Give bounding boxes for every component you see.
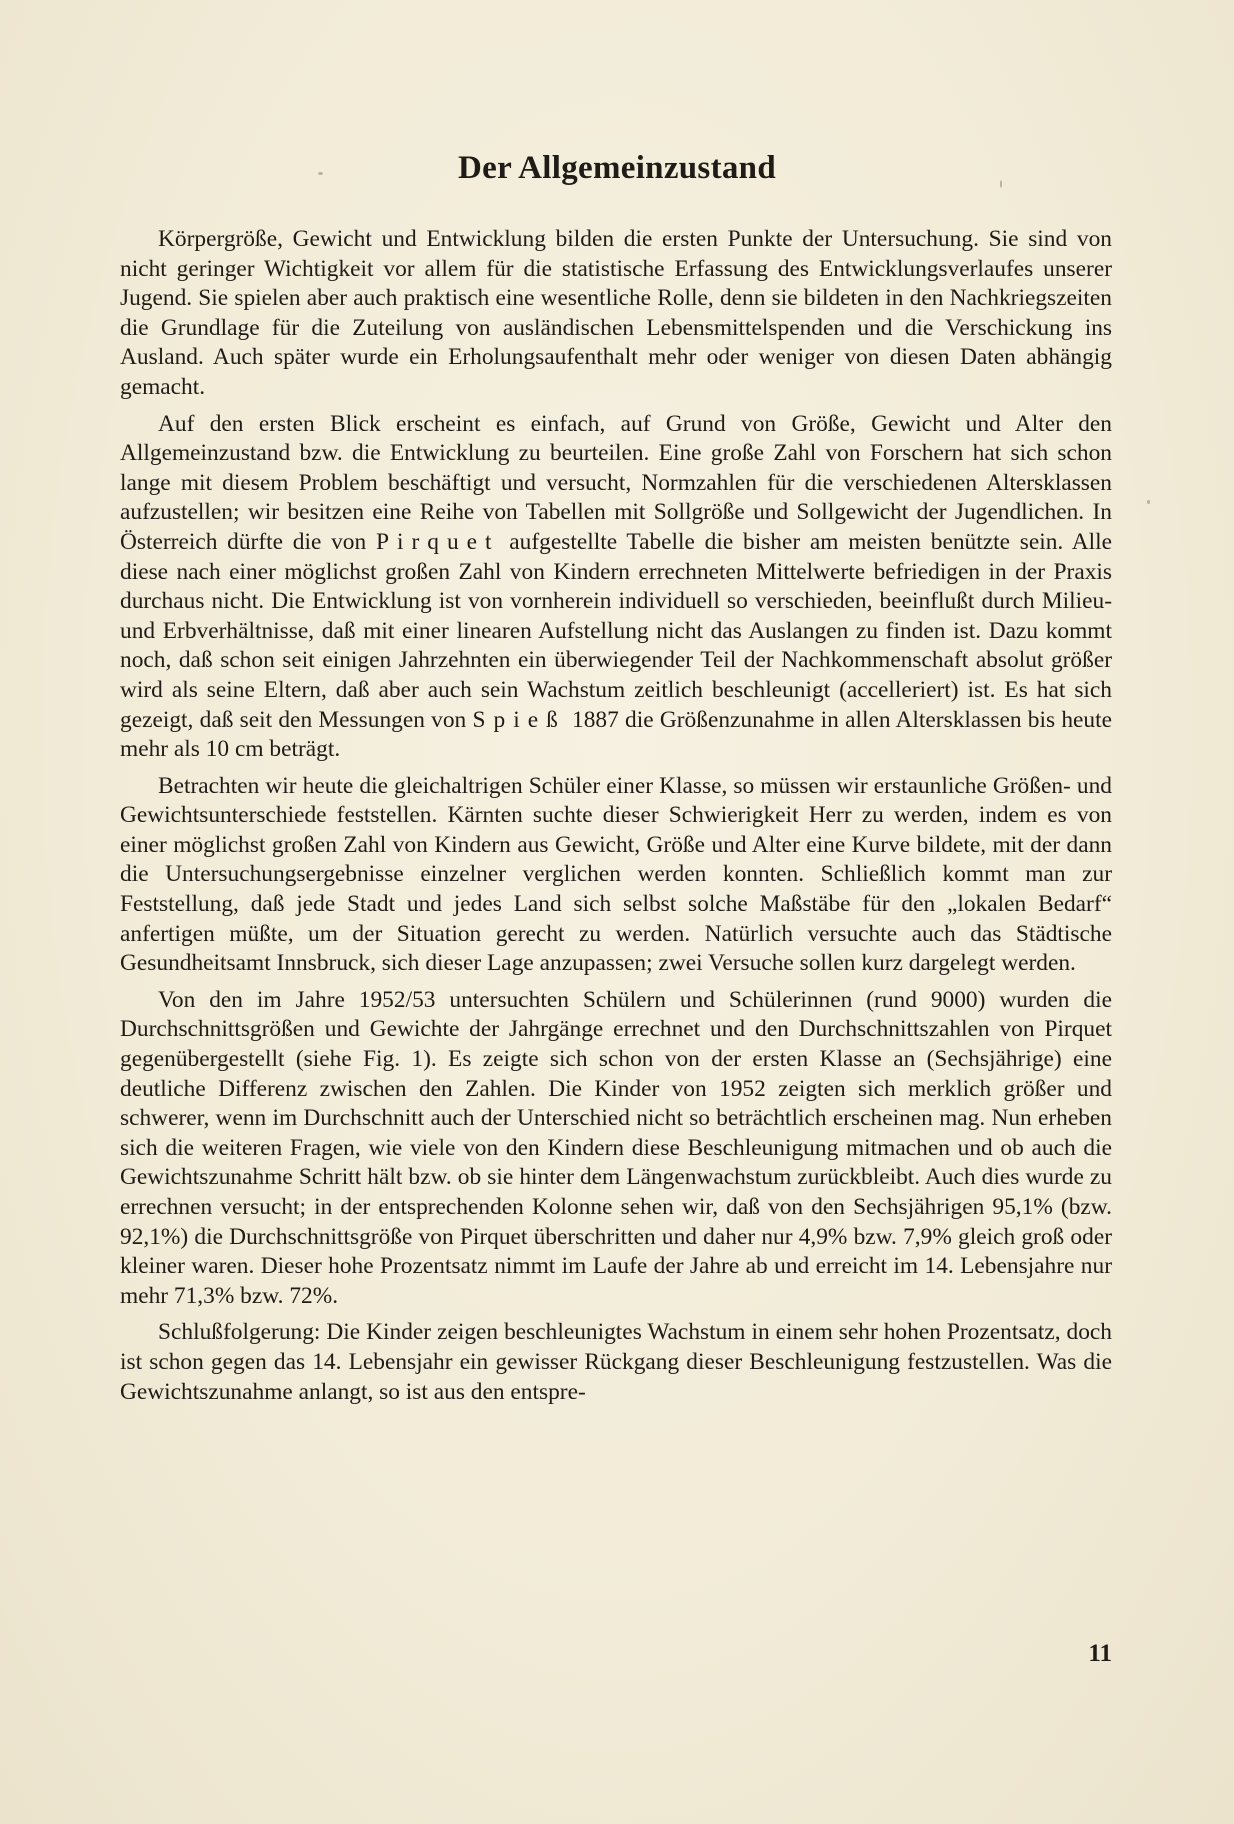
paragraph-2-text-b: aufgestellte Tabelle die bisher am meisten benützte sein. Alle diese nach einer möglichst großen Zahl von Kindern errechneten Mittelwerte befriedigen in der Praxis durchaus nicht. Die Entwicklung ist von vornherein individuell so verschieden, beeinflußt durch Milieu- und Erbverhältnisse, daß mit einer linearen Aufstellung nicht das Auslangen zu finden ist. Dazu kommt noch, daß schon seit einigen Jahrzehnten ein überwiegender Teil der Nachkommenschaft absolut größer wird als seine Eltern, daß aber auch sein Wachstum zeitlich beschleunigt (accelleriert) ist. Es hat sich gezeigt, daß seit den Messungen von: [120, 528, 1112, 733]
paragraph-2-text-c: 1887 die Größenzunahme in allen Altersklassen bis heute mehr als 10 cm beträgt.: [120, 706, 1112, 763]
author-name-pirquet: Pirquet: [375, 528, 500, 555]
paragraph-5: Schlußfolgerung: Die Kinder zeigen beschleunigtes Wachstum in einem sehr hohen Prozentsatz, doch ist schon gegen das 14. Lebensjahr ein gewisser Rückgang dieser Beschleunigung festzustellen. Was die Gewichtszunahme anlangt, so ist aus den entspre-: [120, 1319, 1112, 1405]
paragraph-1: Körpergröße, Gewicht und Entwicklung bilden die ersten Punkte der Untersuchung. Sie sind von nicht geringer Wichtigkeit vor allem für die statistische Erfassung des Entwicklungsverlaufes unserer Jugend. Sie spielen aber auch praktisch eine wesentliche Rolle, denn sie bildeten in den Nachkriegszeiten die Grundlage für die Zuteilung von ausländischen Lebensmittelspenden und die Verschickung ins Ausland. Auch später wurde ein Erholungsaufenthalt mehr oder weniger von diesen Daten abhängig gemacht.: [120, 226, 1112, 400]
paragraph-2: [120, 410, 1112, 765]
paragraph-2-text-a: Auf den ersten Blick erscheint es einfach, auf Grund von Größe, Gewicht und Alter den Allgemeinzustand bzw. die Entwicklung zu beurteilen. Eine große Zahl von Forschern hat sich schon lange mit diesem Problem beschäftigt und versucht, Normzahlen für die verschiedenen Altersklassen aufzustellen; wir besitzen eine Reihe von Tabellen mit Sollgröße und Sollgewicht der Jugendlichen. In Österreich dürfte die von: [120, 410, 1112, 555]
print-speck: [1147, 500, 1150, 504]
paragraph-3: Betrachten wir heute die gleichaltrigen Schüler einer Klasse, so müssen wir erstaunliche Größen- und Gewichtsunterschiede feststellen. Kärnten suchte dieser Schwierigkeit Herr zu werden, indem es von einer möglichst großen Zahl von Kindern aus Gewicht, Größe und Alter eine Kurve bildete, mit der dann die Untersuchungsergebnisse einzelner verglichen werden konnten. Schließlich kommt man zur Feststellung, daß jede Stadt und jedes Land sich selbst solche Maßstäbe für den „lokalen Bedarf“ anfertigen müßte, um der Situation gerecht zu werden. Natürlich versuchte auch das Städtische Gesundheitsamt Innsbruck, sich dieser Lage anzupassen; zwei Versuche sollen kurz dargelegt werden.: [120, 772, 1112, 977]
page-number: 11: [1088, 1640, 1112, 1667]
paragraph-4: Von den im Jahre 1952/53 untersuchten Schülern und Schülerinnen (rund 9000) wurden die Durchschnittsgrößen und Gewichte der Jahrgänge errechnet und den Durchschnittszahlen von Pirquet gegenübergestellt (siehe Fig. 1). Es zeigte sich schon von der ersten Klasse an (Sechsjährige) eine deutliche Differenz zwischen den Zahlen. Die Kinder von 1952 zeigten sich merklich größer und schwerer, wenn im Durchschnitt auch der Unterschied nicht so beträchtlich erscheinen mag. Nun erheben sich die weiteren Fragen, wie viele von den Kindern diese Beschleunigung mitmachen und ob auch die Gewichtszunahme Schritt hält bzw. ob sie hinter dem Längenwachstum zurückbleibt. Auch dies wurde zu errechnen versucht; in der entsprechenden Kolonne sehen wir, daß von den Sechsjährigen 95,1% (bzw. 92,1%) die Durchschnittsgröße von Pirquet überschritten und daher nur 4,9% bzw. 7,9% gleich groß oder kleiner waren. Dieser hohe Prozentsatz nimmt im Laufe der Jahre ab und erreicht im 14. Lebensjahre nur mehr 71,3% bzw. 72%.: [120, 986, 1112, 1309]
page-title: Der Allgemeinzustand: [458, 150, 776, 186]
author-name-spiess: Spieß: [472, 706, 566, 733]
body-text: [120, 225, 1112, 1414]
